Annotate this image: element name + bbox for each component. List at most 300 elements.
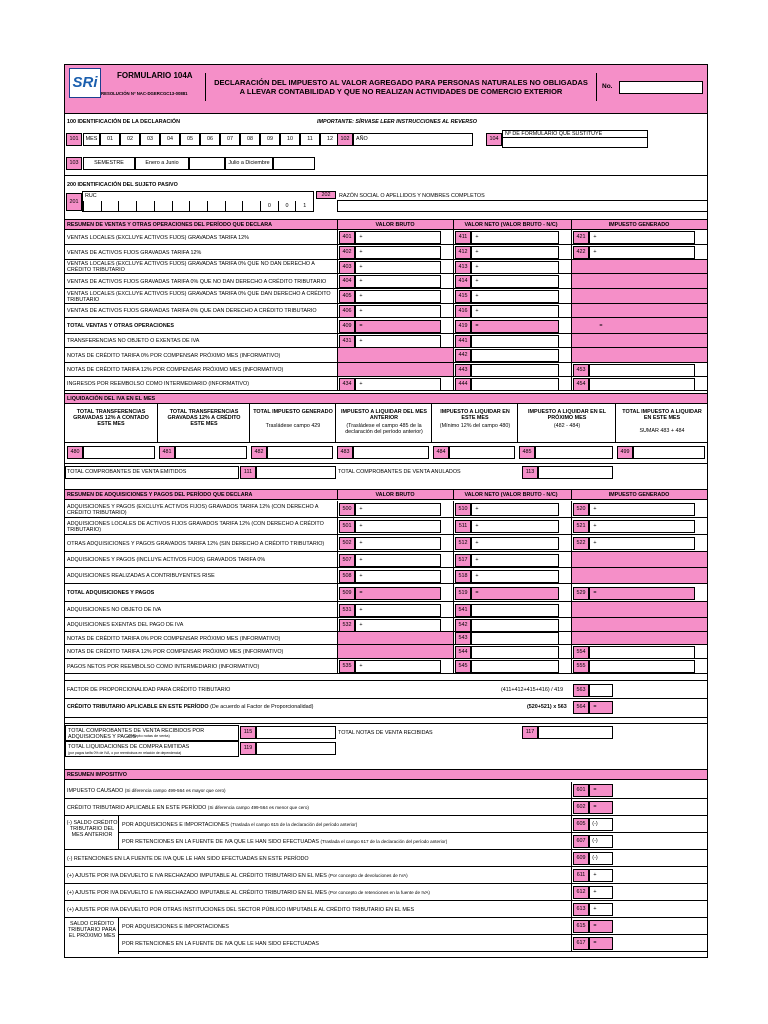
sign: (-) [592, 838, 598, 844]
field-402[interactable] [355, 246, 441, 259]
row-label: VENTAS LOCALES (EXCLUYE ACTIVOS FIJOS) GRAVADAS TARIFA 0% QUE DAN DERECHO A CRÉDITO TRIBUTARIO [67, 290, 331, 303]
field-431[interactable] [355, 335, 441, 348]
col-divider [571, 935, 572, 952]
field-481[interactable] [175, 446, 247, 459]
ruc-digit[interactable]: 0 [278, 201, 296, 211]
ruc-digit[interactable]: 0 [260, 201, 278, 211]
field-485[interactable] [535, 446, 613, 459]
shaded-cell [572, 632, 707, 644]
summary-label: (-) RETENCIONES EN LA FUENTE DE IVA QUE LE HAN SIDO EFECTUADAS EN ESTE PERÍODO [67, 855, 309, 862]
field-483[interactable] [353, 446, 429, 459]
sign: + [359, 556, 363, 563]
field-453[interactable] [589, 364, 695, 377]
shaded-cell [572, 274, 707, 288]
julio-diciembre-option[interactable]: Julio a Diciembre [225, 157, 273, 170]
shaded-cell [572, 334, 707, 347]
liq-col-note: Trasládese campo 429 [265, 423, 321, 429]
field-413[interactable] [471, 261, 559, 274]
field-411[interactable] [471, 231, 559, 244]
summary-row-text [122, 924, 229, 930]
sign: + [359, 663, 363, 669]
field-519[interactable] [471, 587, 559, 600]
col-divider [571, 645, 572, 659]
summary-label: IMPUESTO CAUSADO [67, 787, 124, 794]
sign: = [593, 704, 597, 710]
sign: = [593, 923, 597, 929]
col-divider [571, 918, 572, 935]
col-divider [571, 659, 572, 674]
field-542[interactable] [471, 619, 559, 632]
summary-row-text [67, 907, 414, 913]
code-113: 113 [522, 466, 538, 479]
col-divider [337, 230, 338, 245]
field-532[interactable] [355, 619, 441, 632]
col-divider [337, 618, 338, 632]
sign: + [359, 263, 363, 270]
shaded-cell [572, 348, 707, 362]
col-divider [453, 334, 454, 348]
field-507[interactable] [355, 554, 441, 567]
summary-row-text [67, 890, 430, 896]
sign: + [359, 523, 363, 529]
field-code-421: 421 [573, 231, 589, 244]
purchases-header-col-2: IMPUESTO GENERADO [608, 492, 670, 498]
ruc-digit-cells [83, 201, 313, 211]
summary-code: 607 [573, 835, 589, 848]
sign: = [359, 322, 363, 329]
liq-col-title: TOTAL IMPUESTO A LIQUIDAR EN ESTE MES [622, 409, 702, 421]
summary-code: 601 [573, 784, 589, 797]
sustituye-field[interactable] [502, 130, 648, 148]
ruc-digit[interactable] [172, 201, 190, 211]
col-divider [571, 782, 572, 799]
field-115[interactable] [256, 726, 336, 739]
field-415[interactable] [471, 290, 559, 303]
field-508[interactable] [355, 570, 441, 583]
col-divider [571, 245, 572, 260]
field-520[interactable] [589, 503, 695, 516]
liq-col-481 [157, 404, 249, 442]
summary-label: POR RETENCIONES EN LA FUENTE DE IVA QUE LE HAN SIDO EFECTUADAS [122, 838, 319, 845]
code-111: 111 [240, 466, 256, 479]
sign: = [475, 589, 479, 596]
row-label: VENTAS LOCALES (EXCLUYE ACTIVOS FIJOS) GRAVADAS TARIFA 12% [67, 234, 249, 241]
summary-row-text [122, 822, 357, 828]
liq-col-title: IMPUESTO A LIQUIDAR EN ESTE MES [440, 409, 510, 421]
field-482[interactable] [267, 446, 333, 459]
field-code-510: 510 [455, 503, 471, 516]
month-07[interactable]: 07 [220, 133, 240, 146]
col-divider [571, 884, 572, 901]
month-04[interactable]: 04 [160, 133, 180, 146]
sign: + [475, 572, 479, 579]
field-code-422: 422 [573, 246, 589, 259]
field-543[interactable] [471, 632, 559, 645]
credito-row [67, 704, 313, 710]
summary-label: POR ADQUISICIONES E IMPORTACIONES [122, 923, 230, 930]
row-label: INGRESOS POR REEMBOLSO COMO INTERMEDIARIO (INFORMATIVO) [67, 381, 249, 387]
field-535[interactable] [355, 660, 441, 673]
liq-col-note: (Mínimo 12% del campo 480) [439, 423, 511, 429]
sign: + [475, 556, 479, 563]
field-409[interactable] [355, 320, 441, 333]
sales-header-col-2: IMPUESTO GENERADO [608, 222, 670, 228]
ruc-label: RUC [85, 193, 97, 199]
credito-note: (De acuerdo al Factor de Proporcionalidad) [210, 704, 314, 710]
col-divider [337, 659, 338, 674]
field-code-404: 404 [339, 275, 355, 288]
summary-row-text [67, 788, 226, 794]
field-521[interactable] [589, 520, 695, 533]
table-row [65, 363, 707, 377]
field-403[interactable] [355, 261, 441, 274]
summary-row-text [67, 873, 408, 879]
purchases-header [65, 489, 707, 500]
field-code-517: 517 [455, 554, 471, 567]
summary-row-text [122, 941, 319, 947]
purchases-header-col-1: VALOR NETO (VALOR BRUTO - N/C) [464, 492, 558, 498]
col-divider [453, 230, 454, 245]
liq-col-note: (Trasládese el campo 485 de la declaración del período anterior) [345, 423, 423, 435]
sign: + [593, 506, 597, 512]
field-code-511: 511 [455, 520, 471, 533]
code-102: 102 [337, 133, 353, 146]
month-08[interactable]: 08 [240, 133, 260, 146]
code-480: 480 [67, 446, 83, 459]
col-divider [453, 501, 454, 518]
col-divider [453, 363, 454, 377]
ruc-digit[interactable] [154, 201, 172, 211]
liquidaciones-note: (por pagos tarifa 0% de IVA, o por reembolsos en relación de dependencia) [68, 751, 182, 755]
sign: + [359, 293, 363, 299]
sign: + [475, 278, 479, 284]
field-406[interactable] [355, 305, 441, 318]
field-544[interactable] [471, 646, 559, 659]
col-divider [337, 245, 338, 260]
col-divider [571, 363, 572, 377]
col-divider [453, 220, 454, 229]
row-label: ADQUISICIONES NO OBJETO DE IVA [67, 607, 162, 613]
col-divider [337, 377, 338, 391]
table-row [65, 245, 707, 260]
ruc-digit[interactable] [225, 201, 243, 211]
field-code-532: 532 [339, 619, 355, 632]
month-05[interactable]: 05 [180, 133, 200, 146]
emitidos-label: TOTAL COMPROBANTES DE VENTA EMITIDOS [67, 469, 187, 475]
month-10[interactable]: 10 [280, 133, 300, 146]
sign: + [475, 307, 479, 314]
anio-label: AÑO [356, 136, 368, 142]
col-divider [453, 304, 454, 318]
field-414[interactable] [471, 275, 559, 288]
col-divider [453, 274, 454, 289]
summary-code: 609 [573, 852, 589, 865]
summary-code: 605 [573, 818, 589, 831]
sign: = [599, 322, 603, 329]
field-code-500: 500 [339, 503, 355, 516]
field-529[interactable] [589, 587, 695, 600]
field-512[interactable] [471, 537, 559, 550]
enero-junio-box[interactable] [189, 157, 225, 170]
table-row [65, 334, 707, 348]
table-row [65, 230, 707, 245]
table-row [65, 602, 707, 618]
field-419[interactable] [471, 320, 559, 333]
field-code-501: 501 [339, 520, 355, 533]
code-101: 101 [66, 133, 82, 146]
col-divider [571, 850, 572, 867]
anio-field[interactable] [353, 133, 473, 146]
summary-row [65, 901, 707, 918]
divider [65, 680, 707, 681]
col-divider [571, 584, 572, 602]
col-divider [571, 518, 572, 535]
liq-col-title: IMPUESTO A LIQUIDAR EN EL PRÓXIMO MES [528, 409, 606, 421]
col-divider [571, 490, 572, 499]
field-113[interactable] [538, 466, 613, 479]
ruc-digit[interactable] [118, 201, 136, 211]
sign: + [359, 234, 363, 240]
field-554[interactable] [589, 646, 695, 659]
field-code-431: 431 [339, 335, 355, 348]
field-499[interactable] [633, 446, 705, 459]
field-502[interactable] [355, 537, 441, 550]
field-522[interactable] [589, 537, 695, 550]
col-divider [453, 518, 454, 535]
table-row [65, 348, 707, 363]
row-label: TOTAL VENTAS Y OTRAS OPERACIONES [67, 323, 174, 329]
month-01[interactable]: 01 [100, 133, 120, 146]
summary-row [119, 918, 707, 935]
field-555[interactable] [589, 660, 695, 673]
summary-header [65, 769, 707, 780]
table-row [65, 304, 707, 318]
col-divider [453, 632, 454, 645]
purchases-header-col-0: VALOR BRUTO [375, 492, 415, 498]
sign: + [359, 380, 363, 387]
liquidaciones-label: TOTAL LIQUIDACIONES DE COMPRA EMITIDAS [68, 744, 190, 750]
col-divider [571, 799, 572, 816]
col-divider [453, 348, 454, 363]
summary-note: (Si diferencia campo 499-564 es menor que cero) [207, 804, 309, 810]
summary-row [65, 782, 707, 799]
summary-code: 612 [573, 886, 589, 899]
emitidos-box [65, 466, 239, 479]
shaded-cell [338, 348, 453, 362]
col-divider [337, 501, 338, 518]
table-row [65, 274, 707, 289]
razon-social-field[interactable] [337, 200, 707, 212]
sign: + [593, 889, 597, 895]
summary-row [65, 867, 707, 884]
field-code-542: 542 [455, 619, 471, 632]
no-field[interactable] [619, 81, 703, 94]
field-511[interactable] [471, 520, 559, 533]
field-119[interactable] [256, 742, 336, 755]
col-divider [571, 867, 572, 884]
field-454[interactable] [589, 378, 695, 391]
main-title-line-2: A LLEVAR CONTABILIDAD Y QUE NO REALIZAN ACTIVIDADES DE COMERCIO EXTERIOR [239, 87, 563, 96]
field-117[interactable] [538, 726, 613, 739]
sign: + [475, 523, 479, 529]
col-divider [337, 568, 338, 584]
field-code-541: 541 [455, 604, 471, 617]
table-row [65, 318, 707, 334]
field-545[interactable] [471, 660, 559, 673]
field-484[interactable] [449, 446, 515, 459]
field-422[interactable] [589, 246, 695, 259]
field-434[interactable] [355, 378, 441, 391]
field-code-415: 415 [455, 290, 471, 303]
summary-note: (Traslada el campo 615 de la declaración del período anterior) [230, 821, 358, 827]
month-06[interactable]: 06 [200, 133, 220, 146]
field-416[interactable] [471, 305, 559, 318]
table-row [65, 568, 707, 584]
field-code-411: 411 [455, 231, 471, 244]
col-divider [453, 535, 454, 552]
field-510[interactable] [471, 503, 559, 516]
field-401[interactable] [355, 231, 441, 244]
sign: + [475, 293, 479, 299]
summary-code: 613 [573, 903, 589, 916]
shaded-cell [338, 632, 453, 644]
field-code-554: 554 [573, 646, 589, 659]
sign: + [593, 234, 597, 240]
field-code-402: 402 [339, 246, 355, 259]
summary-label: POR RETENCIONES EN LA FUENTE DE IVA QUE LE HAN SIDO EFECTUADAS [122, 940, 319, 947]
col-divider [337, 490, 338, 499]
shaded-cell [338, 645, 453, 658]
col-divider [453, 602, 454, 618]
recibidos-box [65, 725, 239, 741]
resolution: RESOLUCIÓN Nº NAC-DGERCGC13-00881 [101, 91, 188, 96]
month-02[interactable]: 02 [120, 133, 140, 146]
sign: + [475, 234, 479, 240]
summary-row [65, 850, 707, 867]
sign: + [359, 540, 363, 546]
field-404[interactable] [355, 275, 441, 288]
ruc-digit[interactable] [242, 201, 260, 211]
field-509[interactable] [355, 587, 441, 600]
field-405[interactable] [355, 290, 441, 303]
ruc-digit[interactable] [136, 201, 154, 211]
month-09[interactable]: 09 [260, 133, 280, 146]
row-label: ADQUISICIONES Y PAGOS (EXCLUYE ACTIVOS FIJOS) GRAVADOS TARIFA 12% (CON DERECHO A CRÉDITO TRIBUTARIO) [67, 503, 319, 516]
summary-label: (+) AJUSTE POR IVA DEVUELTO E IVA RECHAZADO IMPUTABLE AL CRÉDITO TRIBUTARIO EN EL MES [67, 889, 327, 896]
col-divider [337, 260, 338, 274]
row-label: NOTAS DE CRÉDITO TARIFA 0% POR COMPENSAR PRÓXIMO MES (INFORMATIVO) [67, 635, 281, 642]
shaded-cell [572, 318, 707, 333]
row-label: VENTAS DE ACTIVOS FIJOS GRAVADAS TARIFA 12% [67, 249, 202, 256]
sign: = [593, 804, 597, 810]
saldo-anterior-group [65, 816, 119, 850]
field-541[interactable] [471, 604, 559, 617]
month-12[interactable]: 12 [320, 133, 340, 146]
row-label: VENTAS DE ACTIVOS FIJOS GRAVADAS TARIFA 0% QUE DAN DERECHO A CRÉDITO TRIBUTARIO [67, 308, 317, 314]
field-444[interactable] [471, 378, 559, 391]
sign: (-) [592, 855, 598, 861]
col-divider [453, 568, 454, 584]
code-202: 202 [316, 191, 336, 199]
ruc-digit[interactable] [207, 201, 225, 211]
code-564: 564 [573, 701, 589, 714]
month-03[interactable]: 03 [140, 133, 160, 146]
month-11[interactable]: 11 [300, 133, 320, 146]
sales-header [65, 219, 707, 230]
field-code-520: 520 [573, 503, 589, 516]
field-code-512: 512 [455, 537, 471, 550]
col-divider [453, 318, 454, 334]
ruc-field[interactable] [82, 191, 314, 212]
julio-diciembre-box[interactable] [273, 157, 315, 170]
field-517[interactable] [471, 554, 559, 567]
field-code-519: 519 [455, 587, 471, 600]
field-421[interactable] [589, 231, 695, 244]
enero-junio-option[interactable]: Enero a Junio [135, 157, 189, 170]
purchases-header-title: RESUMEN DE ADQUISICIONES Y PAGOS DEL PERÍODO QUE DECLARA [67, 492, 253, 498]
field-code-434: 434 [339, 378, 355, 391]
field-563[interactable] [589, 684, 613, 697]
field-111[interactable] [256, 466, 336, 479]
divider [65, 463, 707, 464]
col-divider [571, 377, 572, 391]
field-443[interactable] [471, 364, 559, 377]
ruc-digit[interactable]: 1 [295, 201, 313, 211]
field-412[interactable] [471, 246, 559, 259]
sustituye-label: Nº DE FORMULARIO QUE SUSTITUYE [503, 131, 647, 138]
liq-col-482 [249, 404, 335, 442]
summary-note: (Traslada el campo 617 de la declaración del período anterior) [320, 838, 448, 844]
row-label: VENTAS DE ACTIVOS FIJOS GRAVADAS TARIFA 0% QUE NO DAN DERECHO A CRÉDITO TRIBUTARIO [67, 278, 327, 285]
liquidaciones-box [65, 741, 239, 757]
liq-col-499 [615, 404, 707, 442]
summary-row-text [67, 805, 309, 811]
row-label: VENTAS LOCALES (EXCLUYE ACTIVOS FIJOS) GRAVADAS TARIFA 0% QUE NO DAN DERECHO A CRÉDITO TRIBUTARIO [67, 261, 315, 273]
table-row [65, 618, 707, 632]
sign: + [359, 307, 363, 314]
field-501[interactable] [355, 520, 441, 533]
summary-code: 602 [573, 801, 589, 814]
field-531[interactable] [355, 604, 441, 617]
summary-note: (Por concepto de devoluciones de IVA) [328, 872, 408, 878]
liquidation-header [65, 393, 707, 404]
col-divider [337, 535, 338, 552]
code-563: 563 [573, 684, 589, 697]
liq-col-483 [335, 404, 431, 442]
col-divider [337, 334, 338, 348]
field-code-544: 544 [455, 646, 471, 659]
ruc-digit[interactable] [101, 201, 119, 211]
field-500[interactable] [355, 503, 441, 516]
field-442[interactable] [471, 349, 559, 362]
shaded-cell [572, 552, 707, 567]
summary-header-title: RESUMEN IMPOSITIVO [67, 772, 127, 778]
shaded-cell [572, 304, 707, 317]
field-518[interactable] [471, 570, 559, 583]
field-480[interactable] [83, 446, 155, 459]
recibidos-note: (excepto notas de venta) [128, 734, 170, 738]
field-441[interactable] [471, 335, 559, 348]
code-103: 103 [66, 157, 82, 170]
code-115: 115 [240, 726, 256, 739]
field-code-443: 443 [455, 364, 471, 377]
code-119: 119 [240, 742, 256, 755]
divider [65, 698, 707, 699]
ruc-digit[interactable] [83, 201, 101, 211]
ruc-digit[interactable] [189, 201, 207, 211]
col-divider [453, 289, 454, 304]
summary-label: (+) AJUSTE POR IVA DEVUELTO POR OTRAS INSTITUCIONES DEL SECTOR PÚBLICO IMPUTABLE AL CRÉDITO TRIBUTARIO EN EL MES [67, 906, 415, 913]
